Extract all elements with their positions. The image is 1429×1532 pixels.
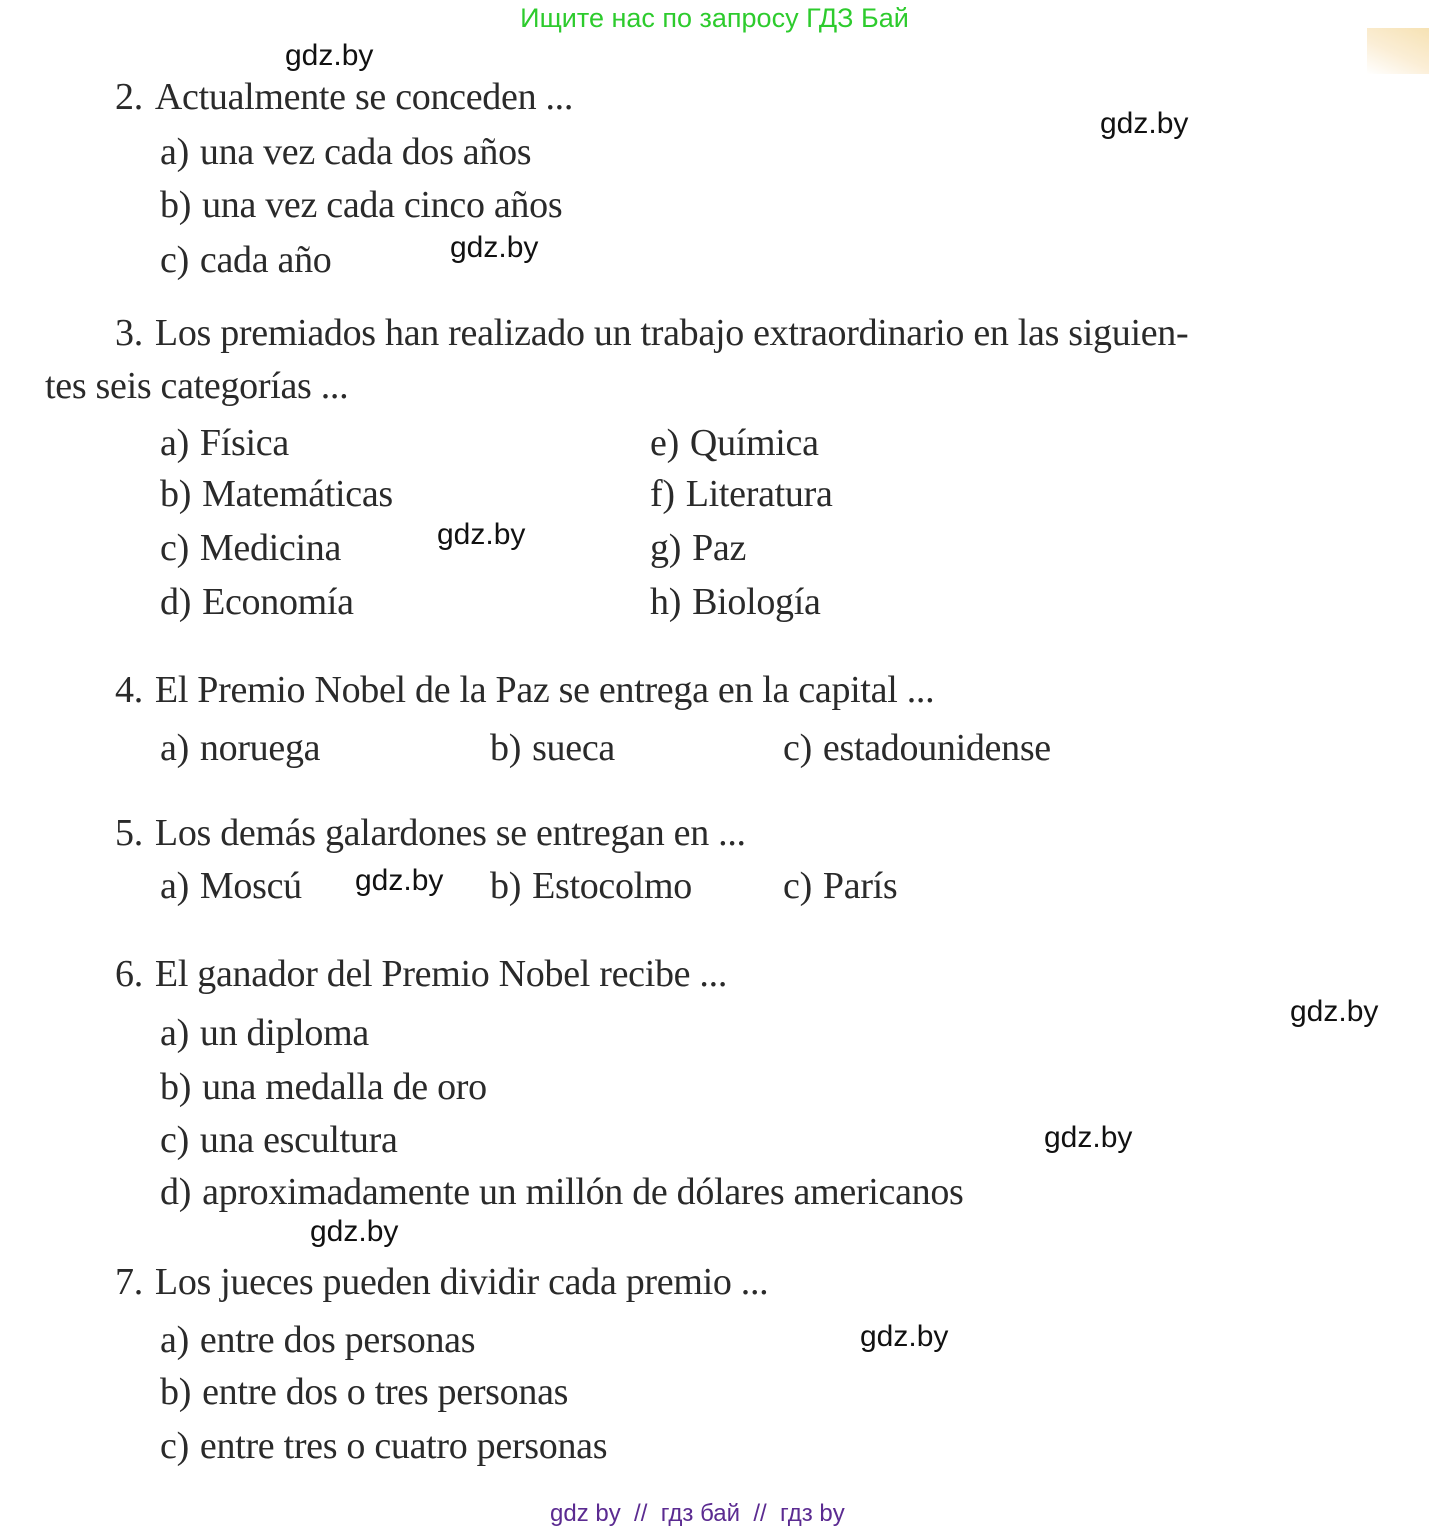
option-text: una vez cada cinco años bbox=[202, 184, 563, 226]
gdz-watermark: gdz.by bbox=[860, 1320, 949, 1353]
question-text: El Premio Nobel de la Paz se entrega en la capital ... bbox=[154, 669, 935, 711]
option-key: c) bbox=[160, 239, 189, 281]
question-number: 4. bbox=[115, 669, 143, 711]
question-text: tes seis categorías ... bbox=[45, 365, 349, 407]
page-corner-shade bbox=[1367, 28, 1429, 74]
question-3-stem-line2 bbox=[45, 366, 348, 406]
option-key: a) bbox=[160, 1012, 189, 1054]
option-text: entre dos personas bbox=[199, 1319, 476, 1361]
option-text: Medicina bbox=[199, 527, 342, 569]
option-text: Literatura bbox=[685, 473, 833, 515]
question-6-option-b bbox=[160, 1067, 487, 1107]
option-key: b) bbox=[160, 184, 192, 226]
question-3-option-d bbox=[160, 582, 354, 622]
footer-site-tags: gdz by // гдз бай // гдз by bbox=[550, 1500, 845, 1527]
question-5-option-a bbox=[160, 866, 302, 906]
question-text: Los premiados han realizado un trabajo extraordinario en las siguien- bbox=[154, 312, 1189, 354]
question-5-option-c bbox=[783, 866, 897, 906]
option-key: a) bbox=[160, 131, 189, 173]
option-text: Paz bbox=[692, 527, 747, 569]
option-key: d) bbox=[160, 1171, 192, 1213]
option-text: Moscú bbox=[199, 865, 302, 907]
question-4-option-c bbox=[783, 728, 1051, 768]
gdz-watermark: gdz.by bbox=[1100, 107, 1189, 140]
option-text: sueca bbox=[532, 727, 615, 769]
option-text: aproximadamente un millón de dólares americanos bbox=[202, 1171, 964, 1213]
option-text: cada año bbox=[199, 239, 332, 281]
question-7-option-b bbox=[160, 1372, 568, 1412]
question-number: 3. bbox=[115, 312, 143, 354]
question-text: Los demás galardones se entregan en ... bbox=[154, 812, 746, 854]
option-key: c) bbox=[783, 865, 812, 907]
question-number: 5. bbox=[115, 812, 143, 854]
question-7-stem bbox=[115, 1262, 768, 1302]
option-text: estadounidense bbox=[822, 727, 1051, 769]
question-3-option-h bbox=[650, 582, 821, 622]
option-key: b) bbox=[490, 865, 522, 907]
question-4-stem bbox=[115, 670, 934, 710]
question-text: Los jueces pueden dividir cada premio ... bbox=[154, 1261, 769, 1303]
question-3-option-f bbox=[650, 474, 833, 514]
option-text: Química bbox=[689, 422, 819, 464]
question-3-option-b bbox=[160, 474, 393, 514]
option-key: b) bbox=[160, 1066, 192, 1108]
question-5-stem bbox=[115, 813, 746, 853]
option-key: b) bbox=[160, 1371, 192, 1413]
question-text: Actualmente se conceden ... bbox=[154, 76, 574, 118]
question-7-option-c bbox=[160, 1426, 607, 1466]
option-text: una medalla de oro bbox=[202, 1066, 487, 1108]
question-number: 7. bbox=[115, 1261, 143, 1303]
question-3-option-e bbox=[650, 423, 819, 463]
option-text: noruega bbox=[199, 727, 321, 769]
question-number: 2. bbox=[115, 76, 143, 118]
question-number: 6. bbox=[115, 953, 143, 995]
question-6-stem bbox=[115, 954, 727, 994]
option-key: b) bbox=[160, 473, 192, 515]
question-7-option-a bbox=[160, 1320, 475, 1360]
question-3-option-g bbox=[650, 528, 746, 568]
gdz-watermark: gdz.by bbox=[285, 39, 374, 72]
gdz-watermark: gdz.by bbox=[1290, 995, 1379, 1028]
promo-banner-text: Ищите нас по запросу ГДЗ Бай bbox=[520, 3, 909, 33]
option-key: d) bbox=[160, 581, 192, 623]
option-text: un diploma bbox=[199, 1012, 369, 1054]
question-2-stem bbox=[115, 77, 573, 117]
option-text: una vez cada dos años bbox=[199, 131, 532, 173]
option-key: a) bbox=[160, 865, 189, 907]
option-key: c) bbox=[160, 527, 189, 569]
question-4-option-a bbox=[160, 728, 320, 768]
question-3-stem-line1 bbox=[115, 313, 1188, 353]
gdz-watermark: gdz.by bbox=[1044, 1121, 1133, 1154]
question-2-option-c bbox=[160, 240, 332, 280]
question-6-option-d bbox=[160, 1172, 964, 1212]
option-key: c) bbox=[160, 1425, 189, 1467]
option-text: Biología bbox=[692, 581, 821, 623]
question-2-option-b bbox=[160, 185, 562, 225]
option-text: Física bbox=[199, 422, 289, 464]
option-key: h) bbox=[650, 581, 682, 623]
option-text: París bbox=[822, 865, 898, 907]
question-6-option-a bbox=[160, 1013, 369, 1053]
question-2-option-a bbox=[160, 132, 531, 172]
gdz-watermark: gdz.by bbox=[310, 1215, 399, 1248]
question-3-option-a bbox=[160, 423, 289, 463]
question-6-option-c bbox=[160, 1120, 398, 1160]
gdz-watermark: gdz.by bbox=[450, 231, 539, 264]
option-key: g) bbox=[650, 527, 682, 569]
option-text: entre dos o tres personas bbox=[202, 1371, 569, 1413]
option-text: entre tres o cuatro personas bbox=[199, 1425, 608, 1467]
option-text: Matemáticas bbox=[202, 473, 393, 515]
option-key: a) bbox=[160, 422, 189, 464]
option-key: b) bbox=[490, 727, 522, 769]
gdz-watermark: gdz.by bbox=[355, 864, 444, 897]
option-key: f) bbox=[650, 473, 675, 515]
option-key: c) bbox=[783, 727, 812, 769]
option-text: una escultura bbox=[199, 1119, 398, 1161]
option-key: a) bbox=[160, 1319, 189, 1361]
question-4-option-b bbox=[490, 728, 615, 768]
option-key: a) bbox=[160, 727, 189, 769]
gdz-watermark: gdz.by bbox=[437, 518, 526, 551]
question-text: El ganador del Premio Nobel recibe ... bbox=[154, 953, 728, 995]
option-text: Estocolmo bbox=[532, 865, 692, 907]
option-text: Economía bbox=[202, 581, 354, 623]
question-5-option-b bbox=[490, 866, 692, 906]
question-3-option-c bbox=[160, 528, 341, 568]
option-key: e) bbox=[650, 422, 679, 464]
option-key: c) bbox=[160, 1119, 189, 1161]
